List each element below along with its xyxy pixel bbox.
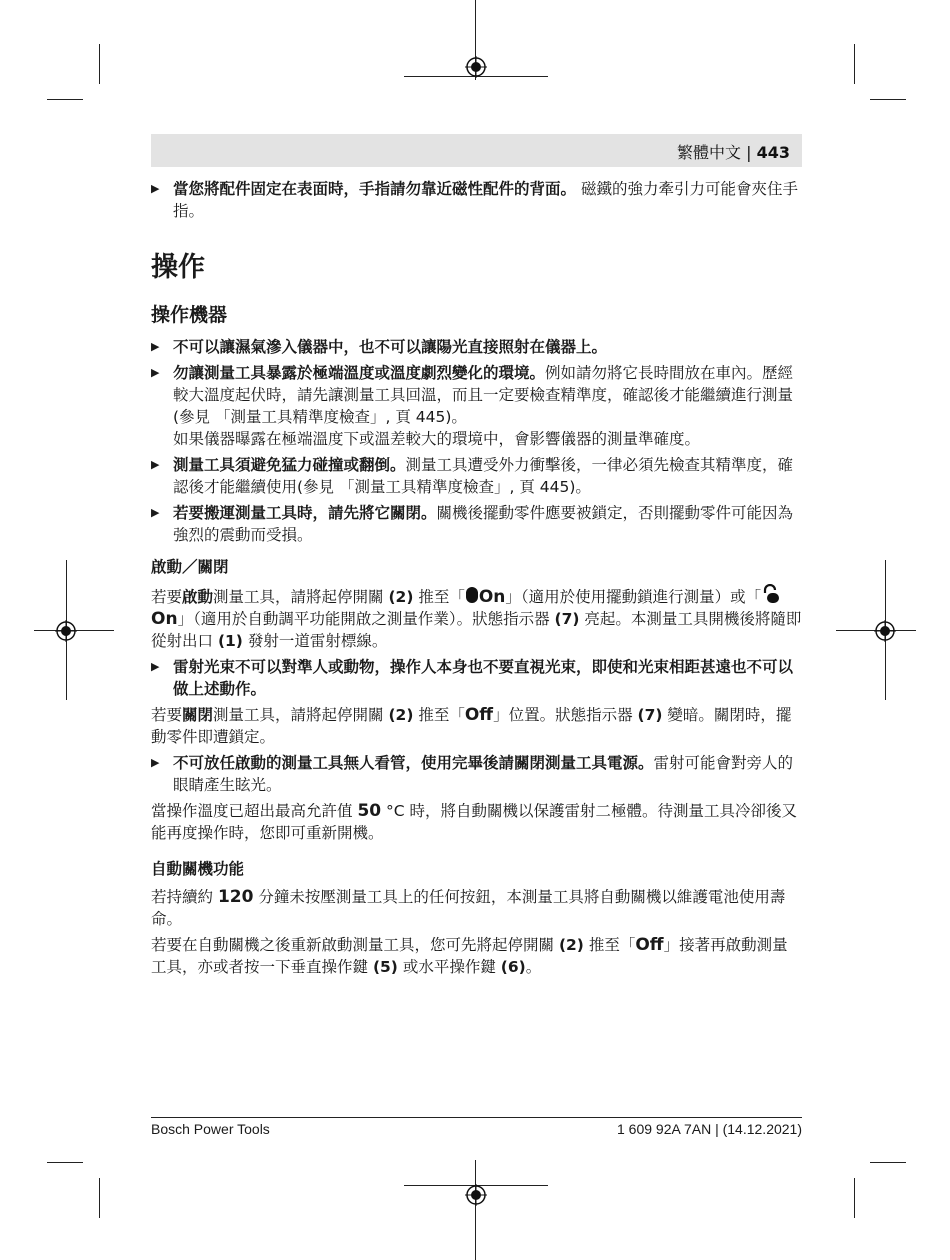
auto-off-paragraph [151, 886, 802, 930]
minutes-value: 120 [217, 887, 254, 907]
crop-mark [854, 1178, 855, 1218]
text-run: 若要 [151, 588, 183, 606]
footer-publisher: Bosch Power Tools [151, 1121, 270, 1137]
crop-mark [99, 1178, 100, 1218]
reference-number: (5) [372, 958, 398, 976]
warning-bullet [151, 752, 802, 796]
text-run: 」（適用於自動調平功能開啟之測量作業）。狀態指示器 [177, 610, 555, 628]
bullet-continuation: 如果儀器曝露在極端溫度下或溫差較大的環境中，會影響儀器的測量準確度。 [173, 430, 701, 448]
crop-mark [870, 99, 906, 100]
text-run: 若要 [151, 706, 183, 724]
off-label: Off [635, 935, 664, 955]
off-paragraph [151, 704, 802, 748]
on-off-paragraph [151, 584, 802, 652]
crop-mark [870, 1162, 906, 1163]
auto-off-title: 自動關機功能 [151, 860, 245, 878]
registration-mark-icon [55, 620, 77, 642]
main-content [151, 178, 802, 982]
text-run: 推至「 [413, 588, 465, 606]
warning-bullet [151, 178, 802, 222]
warning-bullet [151, 336, 802, 358]
lock-open-icon [761, 584, 781, 604]
bullet-text: 關機後擺動零件應要被鎖定，否則擺動零件可能因為強烈的震動而受損。 [173, 504, 794, 544]
lock-closed-icon [465, 586, 479, 604]
page-number: 443 [756, 143, 790, 162]
bullet-text: 測量工具遭受外力衝擊後，一律必須先檢查其精準度，確認後才能繼續使用(參見 「測量工具精準度檢查」, 頁 445)。 [173, 456, 794, 496]
temperature-value: 50 [357, 801, 382, 821]
reference-number: (1) [217, 632, 243, 650]
text-run: 或水平操作鍵 [397, 958, 501, 976]
on-label: On [151, 609, 178, 629]
text-run: °C 時，將自動關機以保護雷射二極體。待測量工具冷卻後又能再度操作時，您即可重新開機。 [151, 802, 798, 842]
on-off-title: 啟動／關閉 [151, 558, 229, 576]
crop-mark [47, 99, 83, 100]
bullet-bold-text: 不可放任啟動的測量工具無人看管，使用完畢後請關閉測量工具電源。 [173, 754, 654, 772]
text-run: 當操作溫度已超出最高允許值 [151, 802, 358, 820]
temperature-paragraph [151, 800, 802, 844]
registration-mark-icon [465, 1184, 487, 1206]
reference-number: (7) [637, 706, 663, 724]
bullet-bold-text: 不可以讓濕氣滲入儀器中，也不可以讓陽光直接照射在儀器上。 [173, 338, 608, 356]
text-run: 」位置。狀態指示器 [493, 706, 638, 724]
header-separator: | [746, 143, 757, 162]
text-run: 測量工具，請將起停開關 [213, 588, 389, 606]
bullet-text: 磁鐵的強力牽引力可能會夾住手指。 [173, 180, 798, 220]
bullet-text: 雷射可能會對旁人的眼睛產生眩光。 [173, 754, 794, 794]
reference-number: (6) [500, 958, 526, 976]
section-title: 操作 [151, 252, 205, 283]
text-run: 測量工具，請將起停開關 [213, 706, 389, 724]
bullet-bold-text: 勿讓測量工具暴露於極端溫度或溫度劇烈變化的環境。 [173, 364, 546, 382]
header-language: 繁體中文 [677, 143, 742, 162]
text-run: 變暗。關閉時，擺動零件即遭鎖定。 [151, 706, 792, 746]
warning-bullet [151, 362, 802, 450]
bullet-bold-text: 若要搬運測量工具時，請先將它關閉。 [173, 504, 437, 522]
subsection-title: 操作機器 [151, 304, 228, 326]
text-run: 發射一道雷射標線。 [242, 632, 388, 650]
off-label: Off [464, 705, 494, 725]
reference-number: (2) [558, 936, 584, 954]
footer-doc-number: 1 609 92A 7AN | (14.12.2021) [617, 1121, 802, 1137]
registration-mark-icon [874, 620, 896, 642]
bullet-bold-text: 當您將配件固定在表面時，手指請勿靠近磁性配件的背面。 [173, 180, 577, 198]
crop-mark [854, 44, 855, 84]
bullet-text: 例如請勿將它長時間放在車內。歷經較大溫度起伏時，請先讓測量工具回溫，而且一定要檢查精準度，確認後才能繼續進行測量 (參見 「測量工具精準度檢查」, 頁 445)。 [173, 364, 794, 426]
text-run-bold: 啟動 [182, 588, 214, 606]
text-run-bold: 關閉 [182, 706, 214, 724]
warning-bullet [151, 502, 802, 546]
crop-mark [99, 44, 100, 84]
page-header [151, 134, 802, 167]
text-run: 推至「 [413, 706, 465, 724]
text-run: 。 [525, 958, 542, 976]
text-run: 若持續約 [151, 888, 218, 906]
text-run: 分鐘未按壓測量工具上的任何按鈕，本測量工具將自動關機以維護電池使用壽命。 [151, 888, 786, 928]
reference-number: (2) [388, 588, 414, 606]
text-run: 若要在自動關機之後重新啟動測量工具，您可先將起停開關 [151, 936, 559, 954]
reference-number: (2) [388, 706, 414, 724]
registration-mark-icon [465, 56, 487, 78]
text-run: 」（適用於使用擺動鎖進行測量）或「 [505, 588, 762, 606]
warning-bullet [151, 454, 802, 498]
reference-number: (7) [554, 610, 580, 628]
text-run: 亮起。本測量工具開機後將隨即從射出口 [151, 610, 802, 650]
crop-mark [475, 1160, 476, 1260]
footer-divider [151, 1117, 802, 1118]
on-label: On [478, 587, 506, 607]
header-text [677, 140, 790, 163]
restart-paragraph [151, 934, 802, 978]
text-run: 」接著再啟動測量工具，亦或者按一下垂直操作鍵 [151, 936, 788, 976]
bullet-bold-text: 雷射光束不可以對準人或動物，操作人本身也不要直視光束，即使和光束相距甚遠也不可以做上述動作。 [173, 658, 794, 698]
crop-mark [47, 1162, 83, 1163]
text-run: 推至「 [583, 936, 636, 954]
bullet-bold-text: 測量工具須避免猛力碰撞或翻倒。 [173, 456, 406, 474]
warning-bullet [151, 656, 802, 700]
